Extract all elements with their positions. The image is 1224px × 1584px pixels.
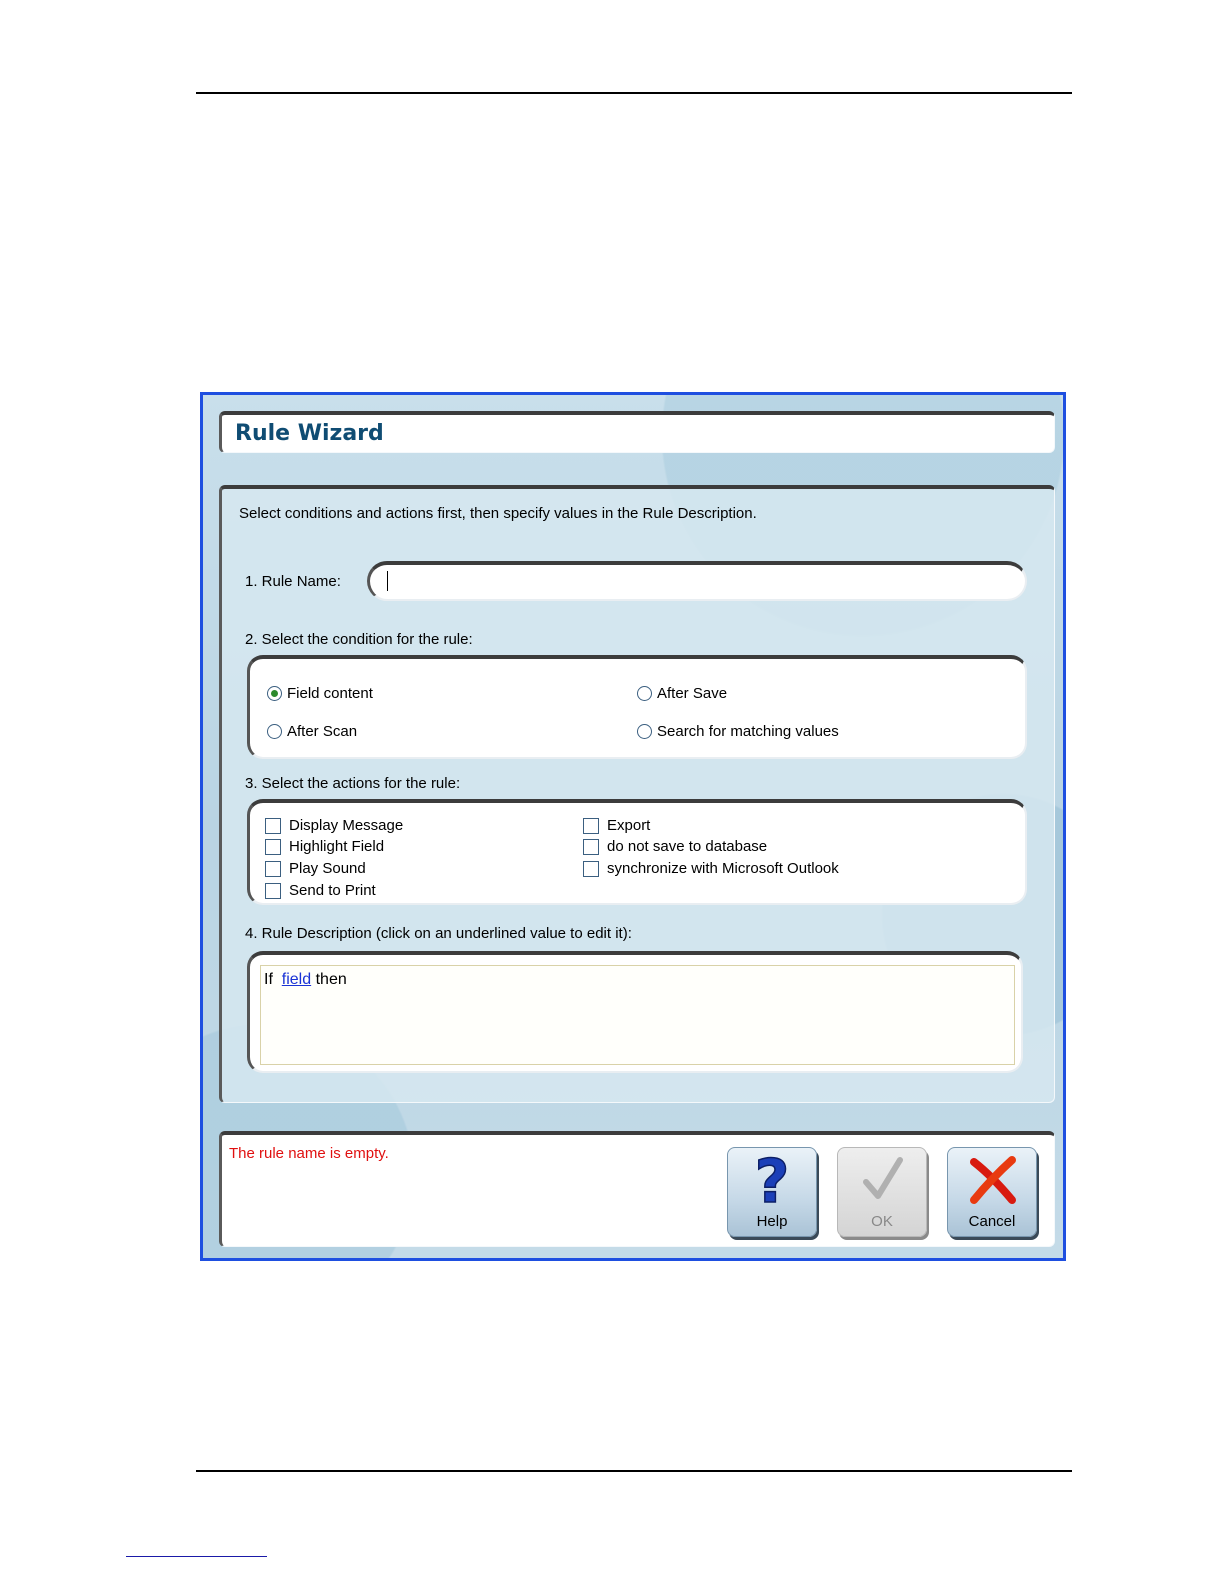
radio-icon (637, 724, 652, 739)
condition-box (247, 655, 1027, 759)
checkbox-icon (265, 861, 281, 877)
description-suffix: then (315, 971, 347, 988)
description-label: 4. Rule Description (click on an underlined value to edit it): (245, 925, 632, 942)
question-mark-icon (728, 1152, 816, 1213)
rule-description-box (247, 951, 1023, 1073)
radio-checked-icon (267, 686, 282, 701)
radio-after-save[interactable] (637, 685, 727, 702)
checkmark-icon (838, 1152, 926, 1213)
cancel-label: Cancel (968, 1213, 1016, 1230)
checkbox-label: Play Sound (289, 860, 366, 877)
dialog-title: Rule Wizard (235, 421, 384, 446)
footnote-rule (126, 1556, 267, 1557)
description-prefix: If (264, 971, 273, 988)
ok-button[interactable] (837, 1147, 927, 1237)
text-caret (387, 571, 388, 591)
checkbox-icon (265, 839, 281, 855)
checkbox-play-sound[interactable] (265, 860, 366, 877)
checkbox-icon (583, 818, 599, 834)
radio-icon (637, 686, 652, 701)
checkbox-display-message[interactable] (265, 817, 403, 834)
rule-description-area (260, 965, 1015, 1065)
radio-label: Field content (287, 685, 373, 702)
ok-label: OK (871, 1213, 893, 1230)
checkbox-label: Display Message (289, 817, 404, 834)
condition-label: 2. Select the condition for the rule: (245, 631, 473, 648)
radio-label: Search for matching values (657, 723, 839, 740)
radio-label: After Scan (287, 723, 358, 740)
instructions-text: Select conditions and actions first, then specify values in the Rule Description. (239, 505, 757, 522)
svg-text:?: ? (754, 1152, 790, 1208)
radio-field-content[interactable] (267, 685, 373, 702)
checkbox-label: Send to Print (289, 882, 376, 899)
checkbox-label: synchronize with Microsoft Outlook (607, 860, 839, 877)
checkbox-icon (583, 861, 599, 877)
checkbox-label: do not save to database (607, 838, 768, 855)
rule-description-text (264, 971, 347, 989)
red-x-icon (948, 1152, 1036, 1213)
field-link[interactable]: field (281, 971, 312, 988)
radio-search-matching[interactable] (637, 723, 839, 740)
page-footer-rule (196, 1470, 1072, 1472)
checkbox-icon (265, 818, 281, 834)
radio-icon (267, 724, 282, 739)
checkbox-icon (583, 839, 599, 855)
page-header-rule (196, 92, 1072, 94)
rule-wizard-dialog (200, 392, 1066, 1261)
checkbox-label: Highlight Field (289, 838, 385, 855)
rule-name-input[interactable] (367, 561, 1027, 601)
checkbox-label: Export (607, 817, 651, 834)
help-label: Help (756, 1213, 788, 1230)
checkbox-send-to-print[interactable] (265, 882, 376, 899)
checkbox-sync-outlook[interactable] (583, 860, 839, 877)
cancel-button[interactable] (947, 1147, 1037, 1237)
help-button[interactable] (727, 1147, 817, 1237)
actions-label: 3. Select the actions for the rule: (245, 775, 461, 792)
radio-after-scan[interactable] (267, 723, 357, 740)
rule-name-label: 1. Rule Name: (245, 573, 341, 590)
checkbox-highlight-field[interactable] (265, 838, 384, 855)
checkbox-export[interactable] (583, 817, 650, 834)
checkbox-icon (265, 883, 281, 899)
radio-label: After Save (657, 685, 728, 702)
status-message: The rule name is empty. (229, 1145, 389, 1162)
checkbox-do-not-save[interactable] (583, 838, 767, 855)
